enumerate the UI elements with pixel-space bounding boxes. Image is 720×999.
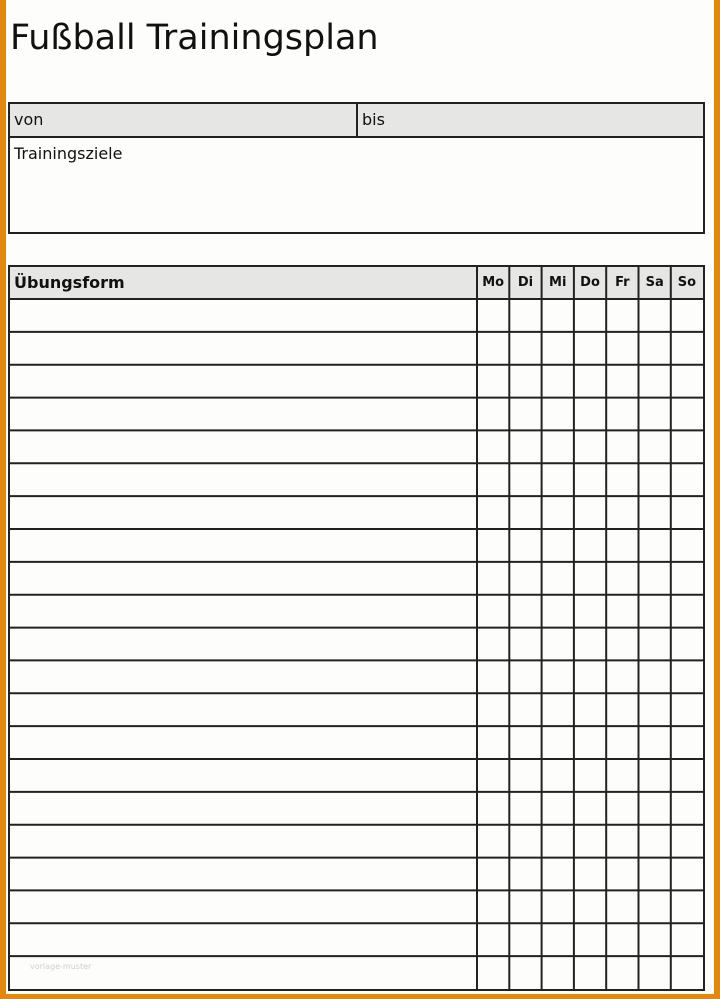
period-to-field[interactable]: [358, 104, 703, 136]
period-row: [10, 104, 703, 138]
exercise-table-grid: [10, 267, 703, 989]
watermark: vorlage-muster: [30, 962, 92, 971]
day-header-do: Do: [580, 275, 600, 290]
period-from-field[interactable]: [10, 104, 358, 136]
day-header-mi: Mi: [549, 275, 567, 290]
day-header-sa: Sa: [645, 275, 664, 290]
page-title: Fußball Trainingsplan: [10, 18, 379, 58]
exercise-header: Übungsform: [14, 273, 125, 292]
period-box: [8, 102, 705, 234]
period-to-label: bis: [362, 110, 385, 129]
training-goals-label: Trainingsziele: [14, 144, 123, 163]
day-header-fr: Fr: [615, 275, 630, 290]
day-header-so: So: [677, 275, 697, 290]
day-header-di: Di: [517, 275, 534, 290]
period-from-label: von: [14, 110, 44, 129]
training-goals-field[interactable]: [10, 138, 703, 232]
day-header-mo: Mo: [482, 275, 505, 290]
exercise-table: [8, 265, 705, 991]
